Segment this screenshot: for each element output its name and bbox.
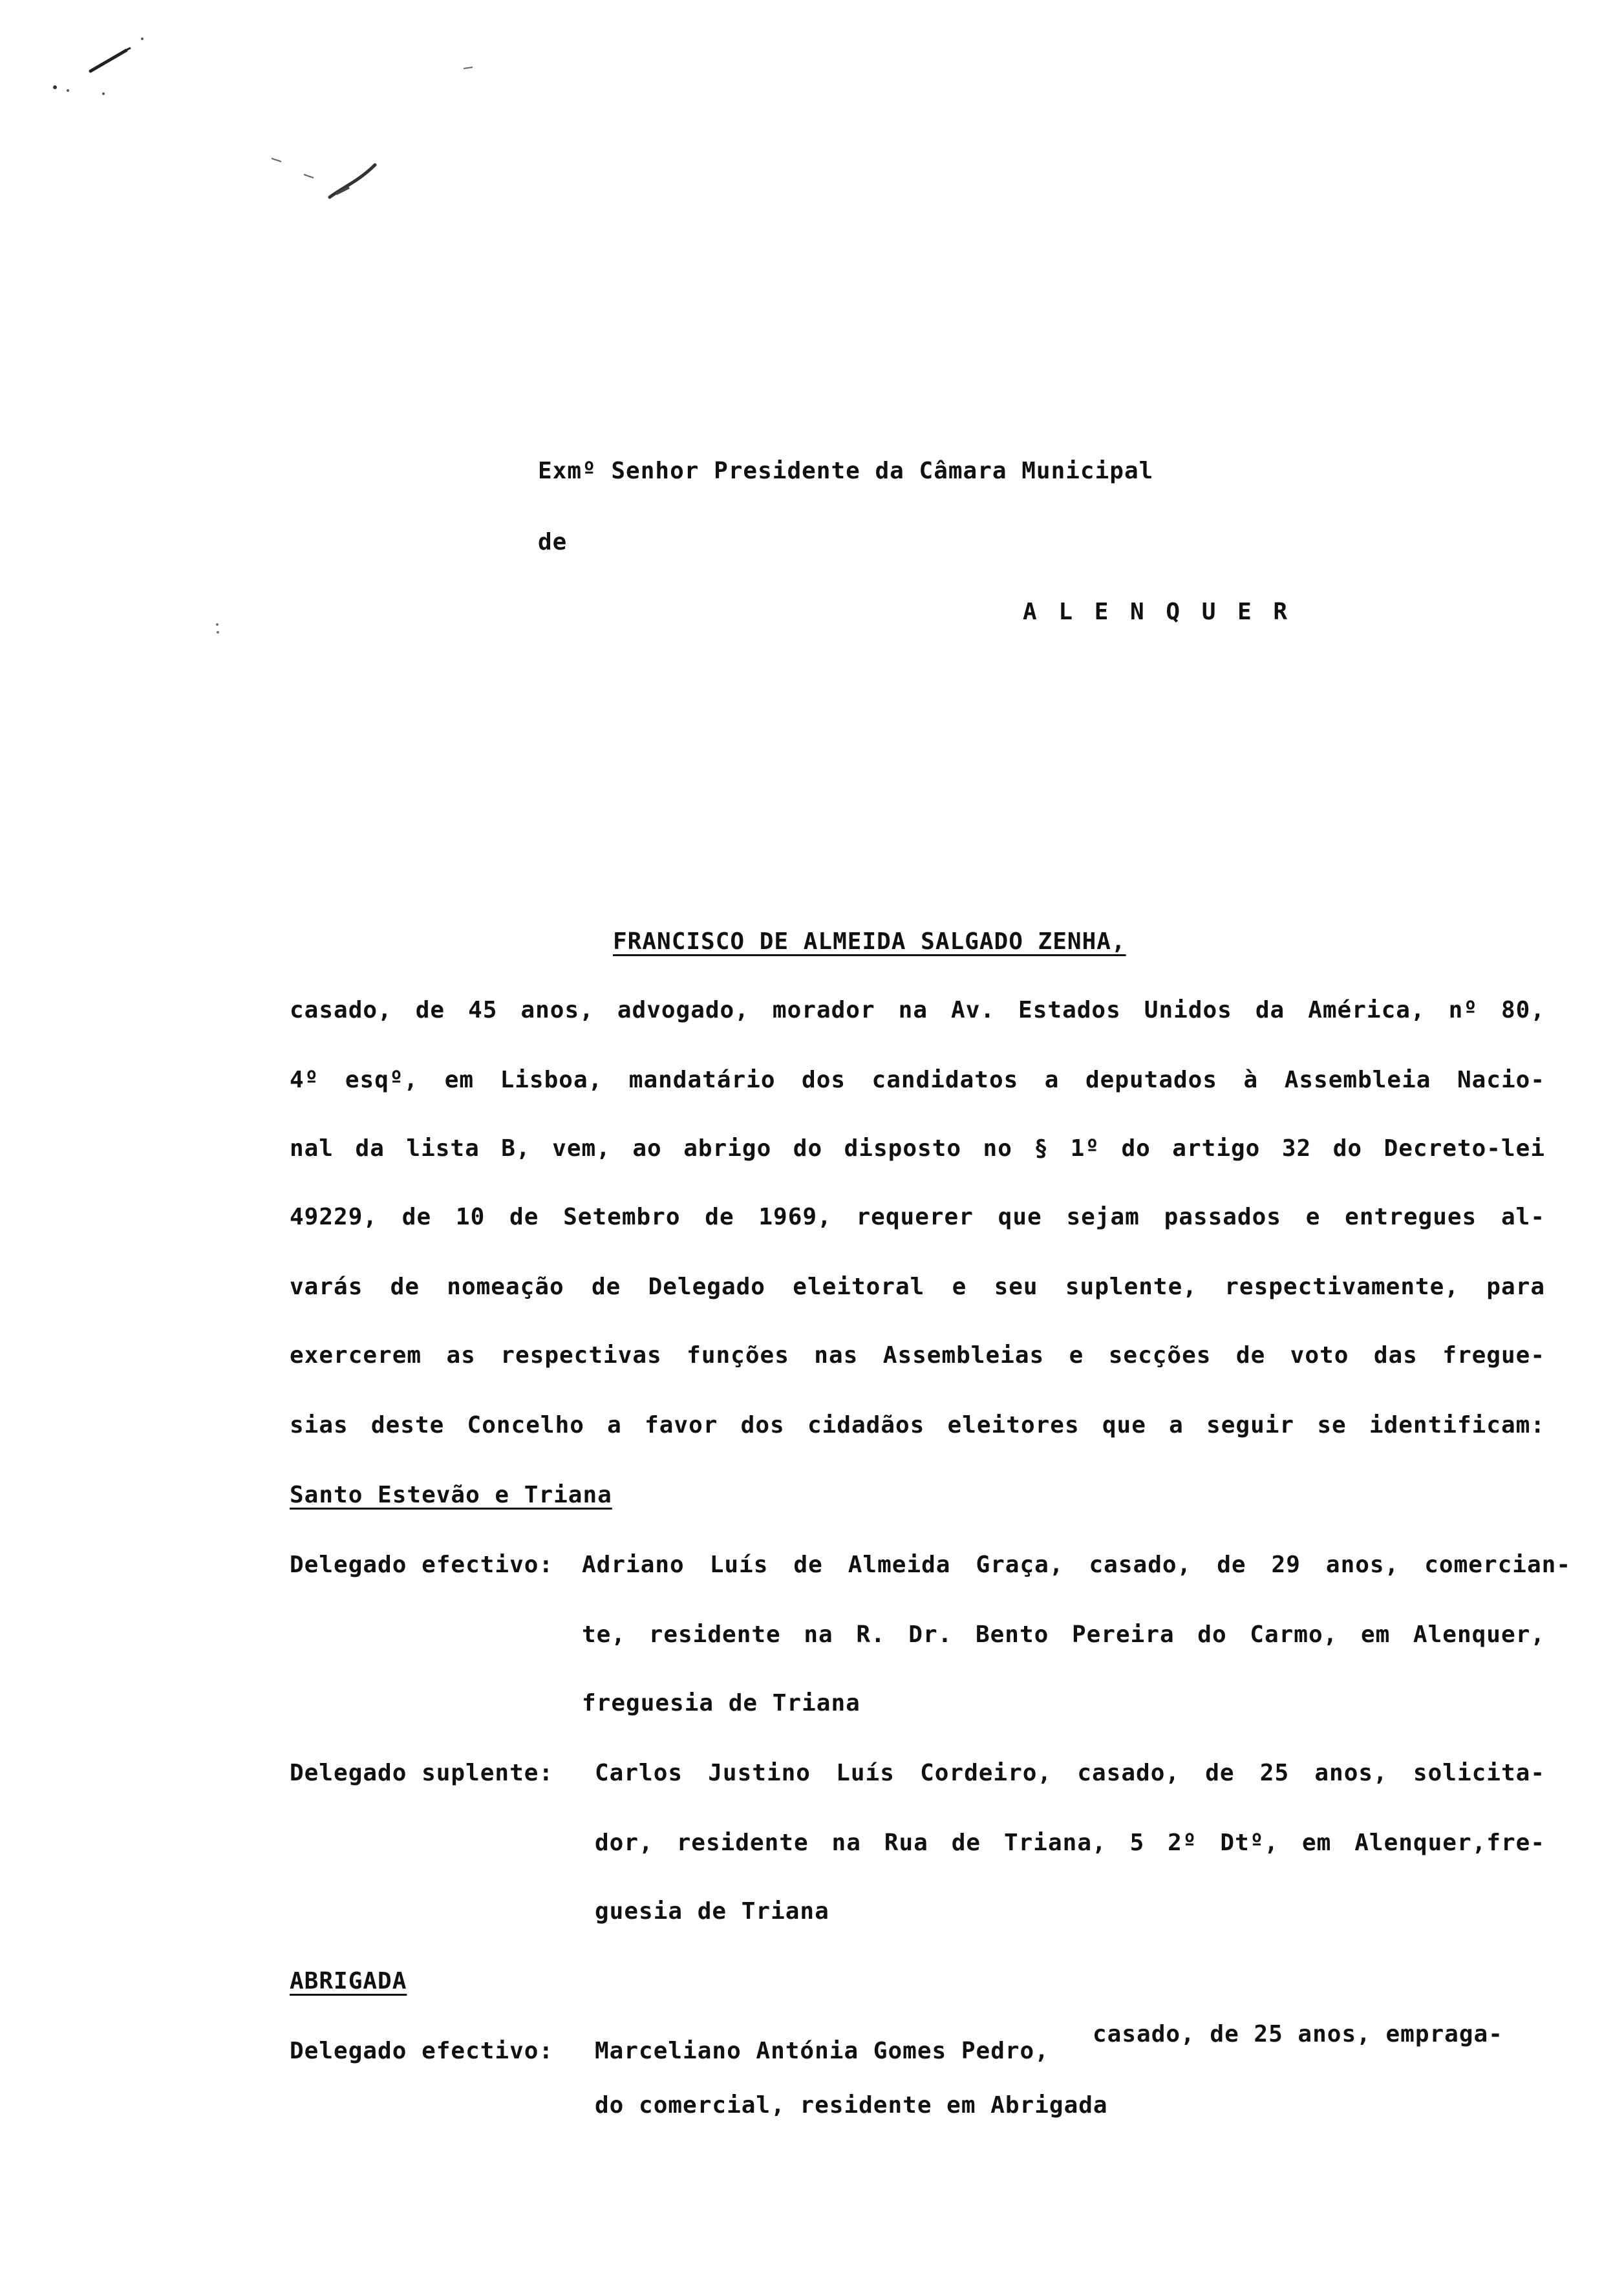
body-line [290, 1204, 1545, 1230]
substitute-line: guesia de Triana [595, 1898, 829, 1925]
body-line-text: casado, de 45 anos, advogado, morador na Av. Estados Unidos da América, nº 80, [290, 997, 1545, 1023]
effective-line-text: Adriano Luís de Almeida Graça, casado, de 29 anos, comercian- [582, 1552, 1571, 1578]
body-line [290, 1135, 1545, 1162]
effective-label: Delegado efectivo: [290, 2038, 554, 2064]
body-line-text: sias deste Concelho a favor dos cidadãos eleitores que a seguir se identificam: [290, 1412, 1545, 1438]
substitute-line-text: Carlos Justino Luís Cordeiro, casado, de 25 anos, solicita- [595, 1760, 1545, 1786]
body-line-text: exercerem as respectivas funções nas Assembleias e secções de voto das fregue- [290, 1342, 1545, 1369]
address-city: A L E N Q U E R [1023, 599, 1292, 625]
effective-line: Marceliano Antónia Gomes Pedro, [595, 2038, 1049, 2064]
substitute-line [595, 1760, 1545, 1786]
address-line-2: de [538, 529, 568, 555]
body-line-text: 4º esqº, em Lisboa, mandatário dos candidatos a deputados à Assembleia Nacio- [290, 1067, 1545, 1093]
body-line [290, 1067, 1545, 1093]
handwritten-mark [246, 142, 414, 213]
section-heading: Santo Estevão e Triana [290, 1482, 612, 1508]
body-line [290, 1412, 1545, 1438]
effective-label: Delegado efectivo: [290, 1552, 554, 1578]
substitute-label: Delegado suplente: [290, 1760, 554, 1786]
effective-line: freguesia de Triana [582, 1690, 860, 1716]
effective-line [582, 1621, 1545, 1648]
body-line-text: varás de nomeação de Delegado eleitoral e seu suplente, respectivamente, para [290, 1274, 1545, 1300]
petitioner-name: FRANCISCO DE ALMEIDA SALGADO ZENHA, [613, 928, 1126, 955]
scan-speck [213, 621, 222, 640]
body-line [290, 1274, 1545, 1300]
body-line [290, 997, 1545, 1023]
substitute-line [595, 1830, 1545, 1856]
effective-line-text: te, residente na R. Dr. Bento Pereira do Carmo, em Alenquer, [582, 1621, 1545, 1648]
effective-line: casado, de 25 anos, empraga- [1093, 2021, 1503, 2047]
body-line [290, 1342, 1545, 1369]
body-line-text: 49229, de 10 de Setembro de 1969, requerer que sejam passados e entregues al- [290, 1204, 1545, 1230]
substitute-line-text: dor, residente na Rua de Triana, 5 2º Dtº, em Alenquer,fre- [595, 1830, 1545, 1856]
handwritten-mark [19, 26, 149, 110]
address-line-1: Exmº Senhor Presidente da Câmara Municipal [538, 458, 1154, 484]
effective-line [582, 1552, 1571, 1578]
scan-speck [462, 65, 475, 72]
effective-line: do comercial, residente em Abrigada [595, 2092, 1108, 2119]
body-line-text: nal da lista B, vem, ao abrigo do disposto no § 1º do artigo 32 do Decreto-lei [290, 1135, 1545, 1162]
section-heading: ABRIGADA [290, 1968, 407, 1994]
